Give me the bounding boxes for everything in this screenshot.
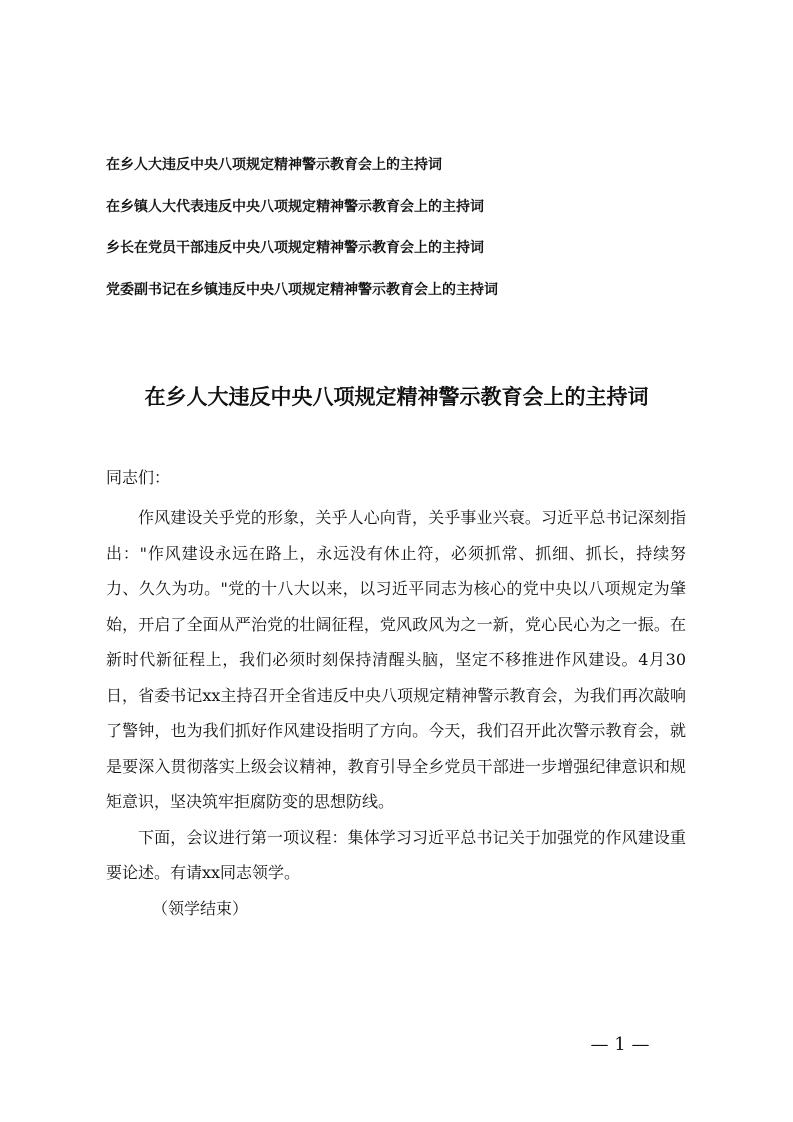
- table-of-contents: [106, 155, 746, 321]
- stage-note: （领学结束）: [152, 898, 249, 918]
- document-body: [106, 500, 686, 926]
- document-title: 在乡人大违反中央八项规定精神警示教育会上的主持词: [144, 385, 649, 409]
- toc-item-3[interactable]: 乡长在党员干部违反中央八项规定精神警示教育会上的主持词: [106, 240, 484, 256]
- page-number: — 1 —: [590, 1034, 650, 1055]
- toc-item-4[interactable]: 党委副书记在乡镇违反中央八项规定精神警示教育会上的主持词: [106, 281, 498, 298]
- paragraph-1: 作风建设关乎党的形象，关乎人心向背，关乎事业兴衰。习近平总书记深刻指出："作风建设永远在路上，永远没有休止符，必须抓常、抓细、抓长，持续努力、久久为功。"党的十八大以来，以习近平同志为核心的党中央以八项规定为肇始，开启了全面从严治党的壮阔征程，党风政风为之一新，党心民心为之一振。在新时代新征程上，我们必须时刻保持清醒头脑，坚定不移推进作风建设。4月30日，省委书记xx主持召开全省违反中央八项规定精神警示教育会，为我们再次敲响了警钟，也为我们抓好作风建设指明了方向。今天，我们召开此次警示教育会，就是要深入贯彻落实上级会议精神，教育引导全乡党员干部进一步增强纪律意识和规矩意识，坚决筑牢拒腐防变的思想防线。: [106, 508, 686, 811]
- paragraph-2: 下面，会议进行第一项议程：集体学习习近平总书记关于加强党的作风建设重要论述。有请xx同志领学。: [106, 827, 686, 882]
- salutation: 同志们：: [106, 468, 171, 487]
- toc-item-2[interactable]: 在乡镇人大代表违反中央八项规定精神警示教育会上的主持词: [106, 198, 484, 215]
- toc-item-1[interactable]: 在乡人大违反中央八项规定精神警示教育会上的主持词: [106, 157, 442, 173]
